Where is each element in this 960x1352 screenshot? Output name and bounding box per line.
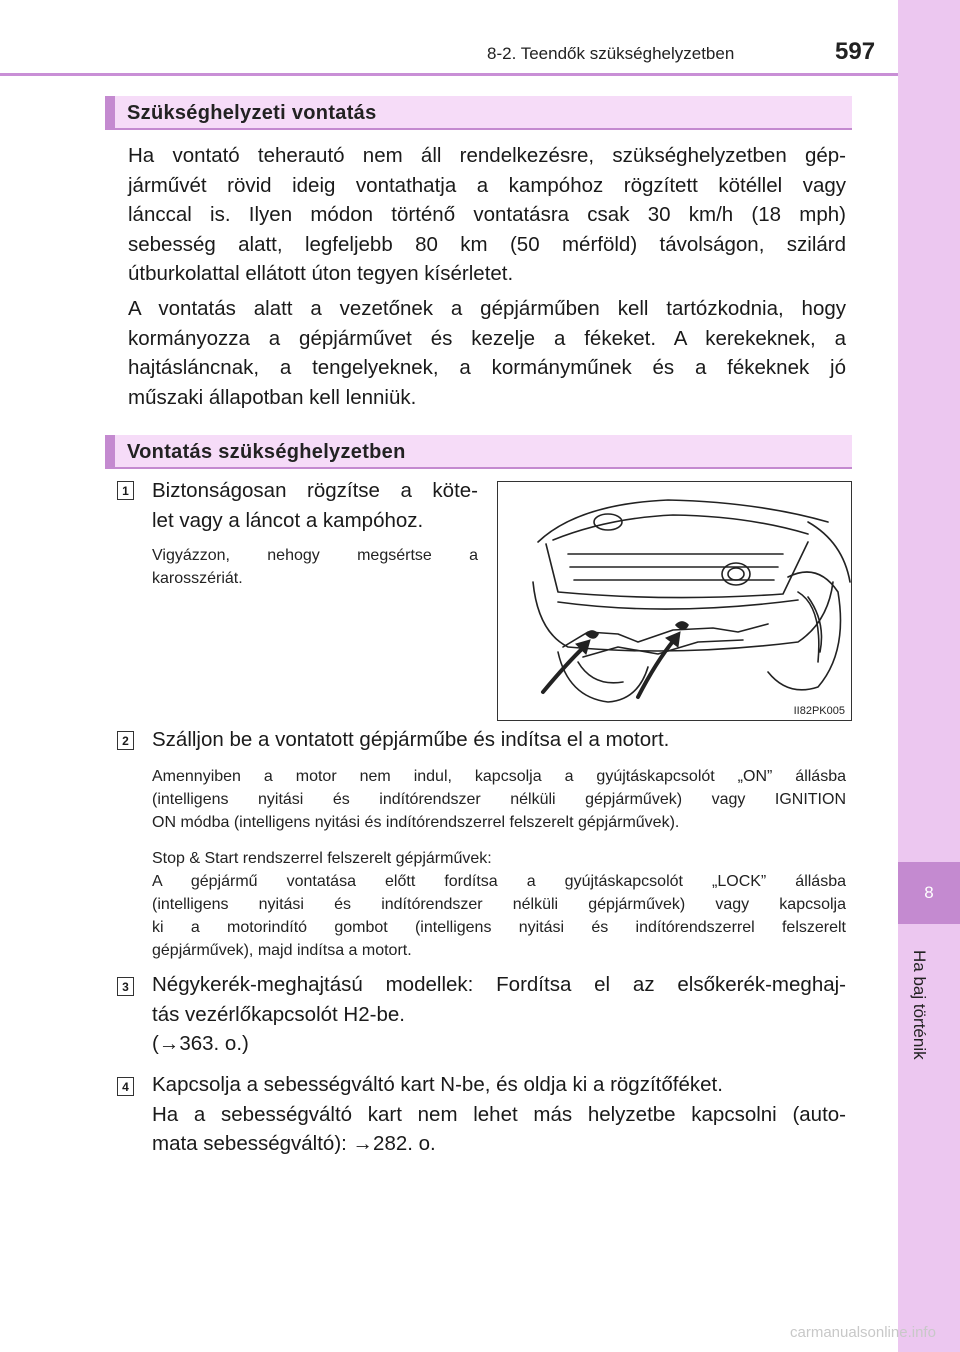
text-line: (→363. o.) [152,1032,249,1055]
header-section-title: 8-2. Teendők szükséghelyzetben [487,44,735,63]
text-line: tás vezérlőkapcsolót H2-be. [152,1002,405,1026]
section-heading-towing-procedure [105,435,852,469]
text-line: útburkolattal ellátott úton tegyen kísérletet. [128,262,514,285]
text-line: Négykerék-meghajtású modellek: Fordítsa el az elsőkerék-meghaj- [152,973,846,996]
text-line: Ha a sebességváltó kart nem lehet más helyzetbe kapcsolni (auto- [152,1102,846,1126]
text-line: Kapcsolja a sebességváltó kart N-be, és oldja ki a rögzítőféket. [152,1073,723,1096]
step-number-3: 3 [117,977,134,996]
text-line: Vigyázzon, nehogy megsértse a [152,547,478,564]
text-line: hajtásláncnak, a tengelyeknek, a kormányműnek és a fékeknek jó [128,356,846,379]
text-line: let vagy a láncot a kampóhoz. [152,508,424,532]
paragraph-driver-duties [128,294,846,412]
side-tab-upper [898,0,960,862]
step-number-2: 2 [117,731,134,750]
section-heading-emergency-towing [105,96,852,130]
page-number: 597 [835,38,876,65]
text-line: gépjárművek), majd indítsa a motort. [152,942,412,959]
text-line: A vontatás alatt a vezetőnek a gépjárműben kell tartózkodnia, hogy [128,297,846,320]
text-line: ON módba (intelligens nyitási és indítórendszerrel felszerelt gépjárművek). [152,814,680,831]
text-line: sebesség alatt, legfeljebb 80 km (50 mérföld) távolságon, szilárd [128,232,846,256]
text-line: lánccal is. Ilyen módon történő vontatásra csak 30 km/h (18 mph) [128,203,846,226]
step-4-text [152,1070,846,1159]
step-number-4: 4 [117,1077,134,1096]
text-line: Biztonságosan rögzítse a köte- [152,479,478,502]
text-line: karosszériát. [152,570,243,587]
text-line: kormányozza a gépjárművet és kezelje a fékeket. A kerekeknek, a [128,326,846,350]
paragraph-towing-intro [128,141,846,289]
section-heading-text: Vontatás szükséghelyzetben [127,441,406,463]
figure-code: II82PK005 [793,705,845,717]
text-line: Amennyiben a motor nem indul, kapcsolja a gyújtáskapcsolót „ON” állásba [152,768,846,785]
step-2-note-ignition [152,765,846,834]
step-number-1: 1 [117,481,134,500]
chapter-title-tab: Ha baj történik [910,950,929,1060]
text-line: (intelligens nyitási és indítórendszer nélküli gépjárművek) vagy IGNITION [152,791,846,808]
text-line: Stop & Start rendszerrel felszerelt gépjárművek: [152,850,492,867]
text-line: járművét rövid ideig vontathatja a kampóhoz rögzített kötéllel vagy [128,173,846,197]
towing-hook-illustration [497,481,852,721]
text-line: mata sebességváltó): →282. o. [152,1132,436,1155]
header-divider [0,73,898,76]
step-1-text [152,476,478,535]
text-line: (intelligens nyitási és indítórendszer nélküli gépjárművek) vagy kapcsolja [152,896,846,913]
text-line: ki a motorindító gombot (intelligens nyitási és indítórendszerrel felszerelt [152,919,846,936]
side-tab-lower [898,924,960,1352]
step-3-text [152,970,846,1059]
step-2-note-stop-start [152,847,846,962]
text-line: A gépjármű vontatása előtt fordítsa a gyújtáskapcsolót „LOCK” állásba [152,873,846,890]
vehicle-front-drawing [498,482,852,721]
text-line: Szálljon be a vontatott gépjárműbe és indítsa el a motort. [152,728,670,751]
step-1-note [152,544,478,590]
step-2-text [152,725,846,755]
text-line: Ha vontató teherautó nem áll rendelkezésre, szükséghelyzetben gép- [128,144,846,167]
section-heading-text: Szükséghelyzeti vontatás [127,102,377,124]
footer-watermark: carmanualsonline.info [790,1324,936,1341]
text-line: műszaki állapotban kell lenniük. [128,385,417,409]
chapter-number-tab: 8 [898,862,960,924]
